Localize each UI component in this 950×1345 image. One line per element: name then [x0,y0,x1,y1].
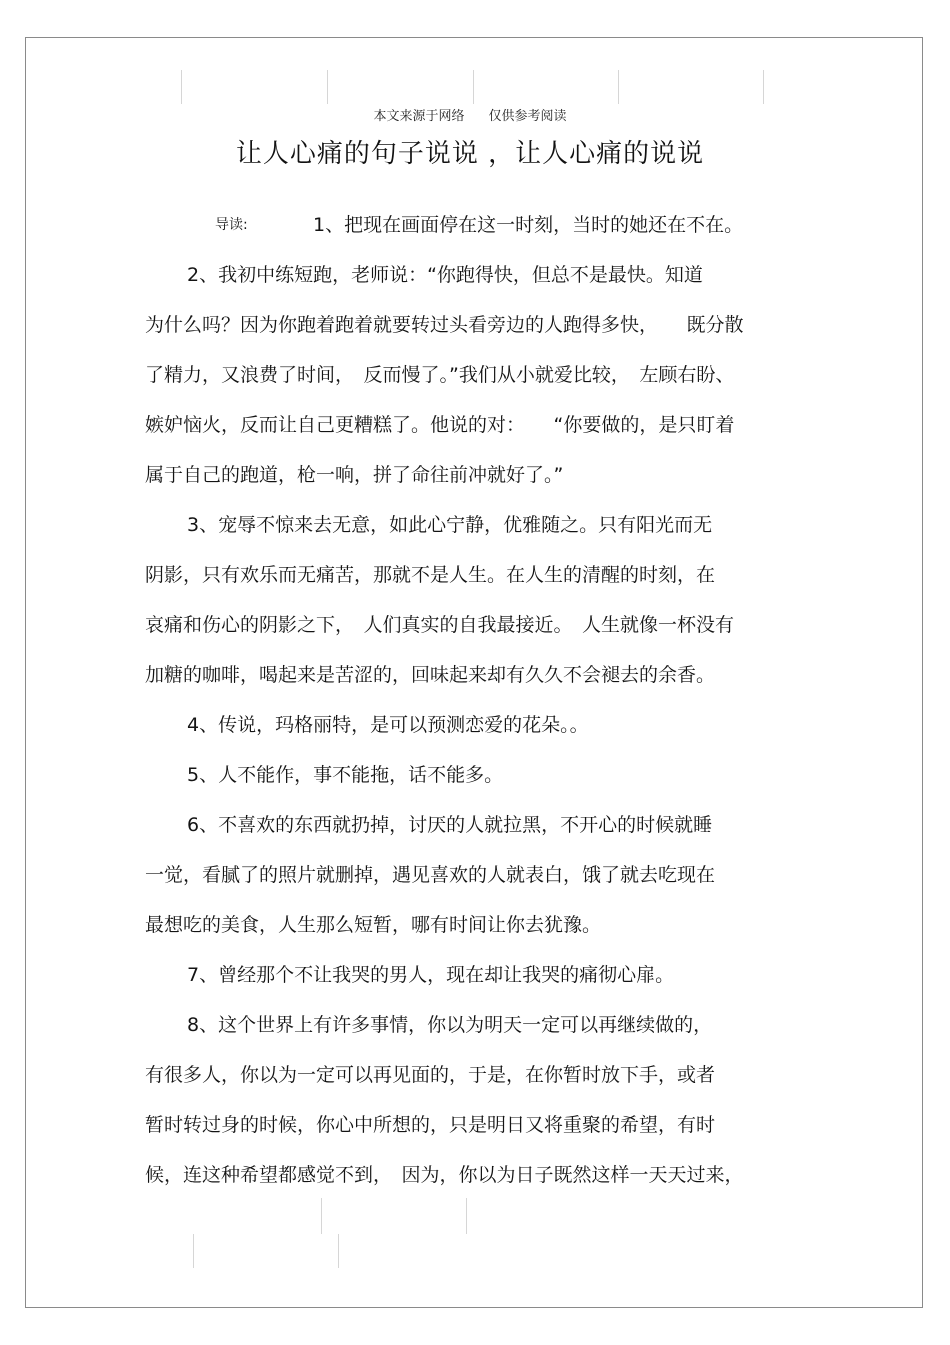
paragraph-line: 暂时转过身的时候，你心中所想的，只是明日又将重聚的希望，有时 [145,1114,716,1136]
source-note-left: 本文来源于网络 [373,109,465,124]
intro-label: 导读: [215,217,248,233]
paragraph-line: 候，连这种希望都感觉不到， 因为，你以为日子既然这样一天天过来， [145,1164,744,1186]
paragraph-line: 一觉，看腻了的照片就删掉，遇见喜欢的人就表白，饿了就去吃现在 [145,864,716,886]
top-rule-5 [763,70,764,104]
paragraph-line: 哀痛和伤心的阴影之下， 人们真实的自我最接近。 人生就像一杯没有 [145,614,735,636]
top-rule-3 [473,70,474,104]
paragraph-line: 4、传说，玛格丽特，是可以预测恋爱的花朵。。 [187,714,589,736]
paragraph-line: 有很多人，你以为一定可以再见面的，于是，在你暂时放下手，或者 [145,1064,716,1086]
paragraph-line: 属于自己的跑道，枪一响，拼了命往前冲就好了。” [145,464,564,486]
source-note-right: 仅供参考阅读 [488,109,567,124]
bottom-rule-3 [193,1234,194,1268]
intro-text: 1、把现在画面停在这一时刻，当时的她还在不在。 [313,214,744,236]
document-title: 让人心痛的句子说说 ，让人心痛的说说 [235,139,705,169]
bottom-rule-4 [338,1234,339,1268]
paragraph-line: 2、我初中练短跑，老师说：“你跑得快，但总不是最快。知道 [187,264,703,286]
top-rule-1 [181,70,182,104]
top-rule-4 [618,70,619,104]
bottom-rule-1 [321,1198,322,1234]
paragraph-line: 为什么吗？因为你跑着跑着就要转过头看旁边的人跑得多快， 既分散 [145,314,744,336]
paragraph-line: 加糖的咖啡，喝起来是苦涩的，回味起来却有久久不会褪去的余香。 [145,664,716,686]
source-note [0,105,940,124]
top-rule-2 [327,70,328,104]
paragraph-line: 7、曾经那个不让我哭的男人，现在却让我哭的痛彻心扉。 [187,964,675,986]
paragraph-line: 3、宠辱不惊来去无意，如此心宁静，优雅随之。只有阳光而无 [187,514,713,536]
paragraph-line: 5、人不能作，事不能拖，话不能多。 [187,764,504,786]
bottom-rule-2 [466,1198,467,1234]
paragraph-line: 最想吃的美食，人生那么短暂，哪有时间让你去犹豫。 [145,914,602,936]
paragraph-line: 阴影，只有欢乐而无痛苦，那就不是人生。在人生的清醒的时刻，在 [145,564,716,586]
paragraph-line: 8、这个世界上有许多事情，你以为明天一定可以再继续做的， [187,1014,713,1036]
paragraph-line: 了精力，又浪费了时间， 反而慢了。”我们从小就爱比较， 左顾右盼、 [145,364,735,386]
paragraph-line: 嫉妒恼火，反而让自己更糟糕了。他说的对： “你要做的，是只盯着 [145,414,735,436]
paragraph-line: 6、不喜欢的东西就扔掉，讨厌的人就拉黑，不开心的时候就睡 [187,814,713,836]
